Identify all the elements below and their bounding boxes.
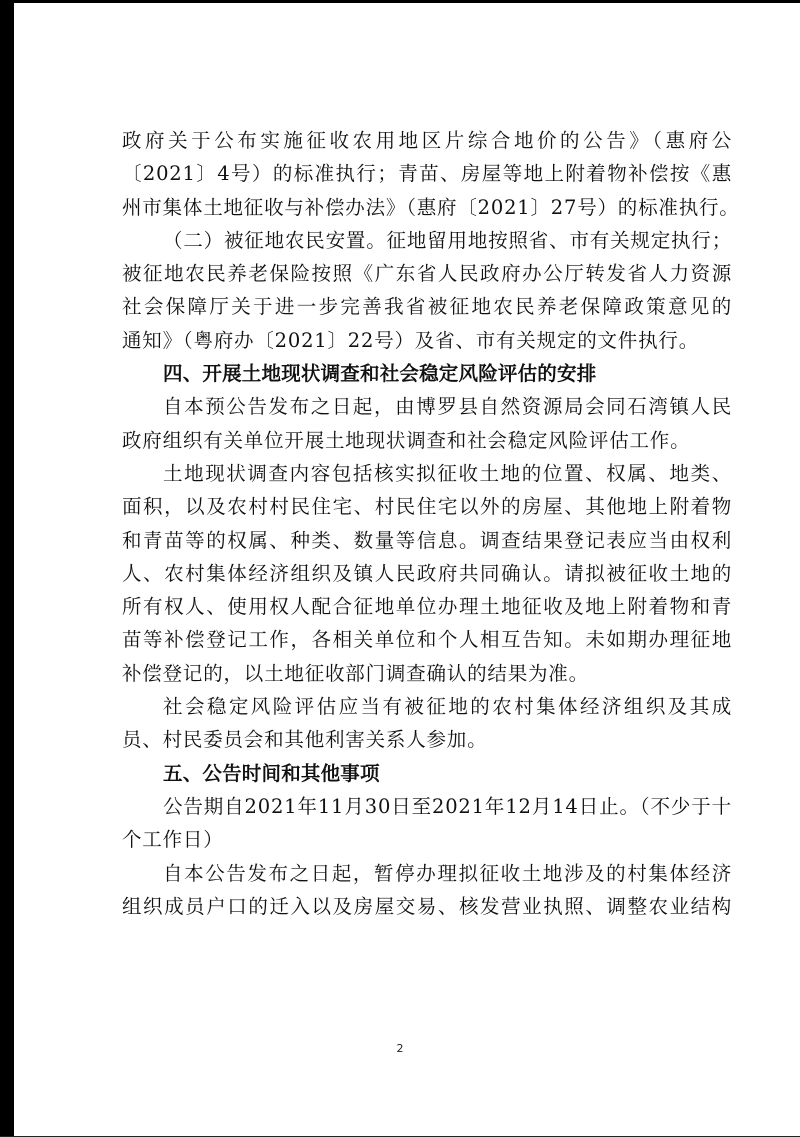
section-heading-5: 五、公告时间和其他事项 [163,761,380,785]
paragraph-line: 政府组织有关单位开展土地现状调查和社会稳定风险评估工作。 [122,428,691,452]
paragraph-line: 所有权人、使用权人配合征地单位办理土地征收及地上附着物和青 [122,595,732,619]
page-number: 2 [396,1042,404,1055]
paragraph-line: 面积，以及农村村民住宅、村民住宅以外的房屋、其他地上附着物 [122,495,732,519]
paragraph-line: （二）被征地农民安置。征地留用地按照省、市有关规定执行； [163,228,732,252]
paragraph-line: 个工作日） [122,828,224,852]
paragraph-line: 补偿登记的，以土地征收部门调查确认的结果为准。 [122,661,589,685]
paragraph-line: 〔2021〕4号）的标准执行；青苗、房屋等地上附着物补偿按《惠 [122,162,732,186]
section-heading-4: 四、开展土地现状调查和社会稳定风险评估的安排 [163,362,597,386]
paragraph-line: 通知》（粤府办〔2021〕22号）及省、市有关规定的文件执行。 [122,328,699,352]
paragraph-line: 政府关于公布实施征收农用地区片综合地价的公告》（惠府公 [122,129,732,152]
paragraph-line: 苗等补偿登记工作，各相关单位和个人相互告知。未如期办理征地 [122,628,732,652]
paragraph-line: 土地现状调查内容包括核实拟征收土地的位置、权属、地类、 [163,461,732,485]
paragraph-line: 自本预公告发布之日起，由博罗县自然资源局会同石湾镇人民 [163,395,732,419]
scan-border-top [0,0,800,3]
paragraph-line: 自本公告发布之日起，暂停办理拟征收土地涉及的村集体经济 [163,861,732,885]
scan-border-left [0,0,14,1137]
paragraph-line: 州市集体土地征收与补偿办法》（惠府〔2021〕27号）的标准执行。 [122,195,740,219]
paragraph-line: 社会稳定风险评估应当有被征地的农村集体经济组织及其成 [163,695,732,719]
paragraph-line: 社会保障厅关于进一步完善我省被征地农民养老保障政策意见的 [122,295,732,319]
paragraph-line: 组织成员户口的迁入以及房屋交易、核发营业执照、调整农业结构 [122,894,732,918]
paragraph-line: 公告期自2021年11月30日至2021年12月14日止。（不少于十 [163,794,732,818]
paragraph-line: 人、农村集体经济组织及镇人民政府共同确认。请拟被征收土地的 [122,561,732,585]
paragraph-line: 被征地农民养老保险按照《广东省人民政府办公厅转发省人力资源 [122,262,732,286]
document-page [122,124,740,923]
paragraph-line: 和青苗等的权属、种类、数量等信息。调查结果登记表应当由权利 [122,528,732,552]
paragraph-line: 员、村民委员会和其他利害关系人参加。 [122,728,488,752]
